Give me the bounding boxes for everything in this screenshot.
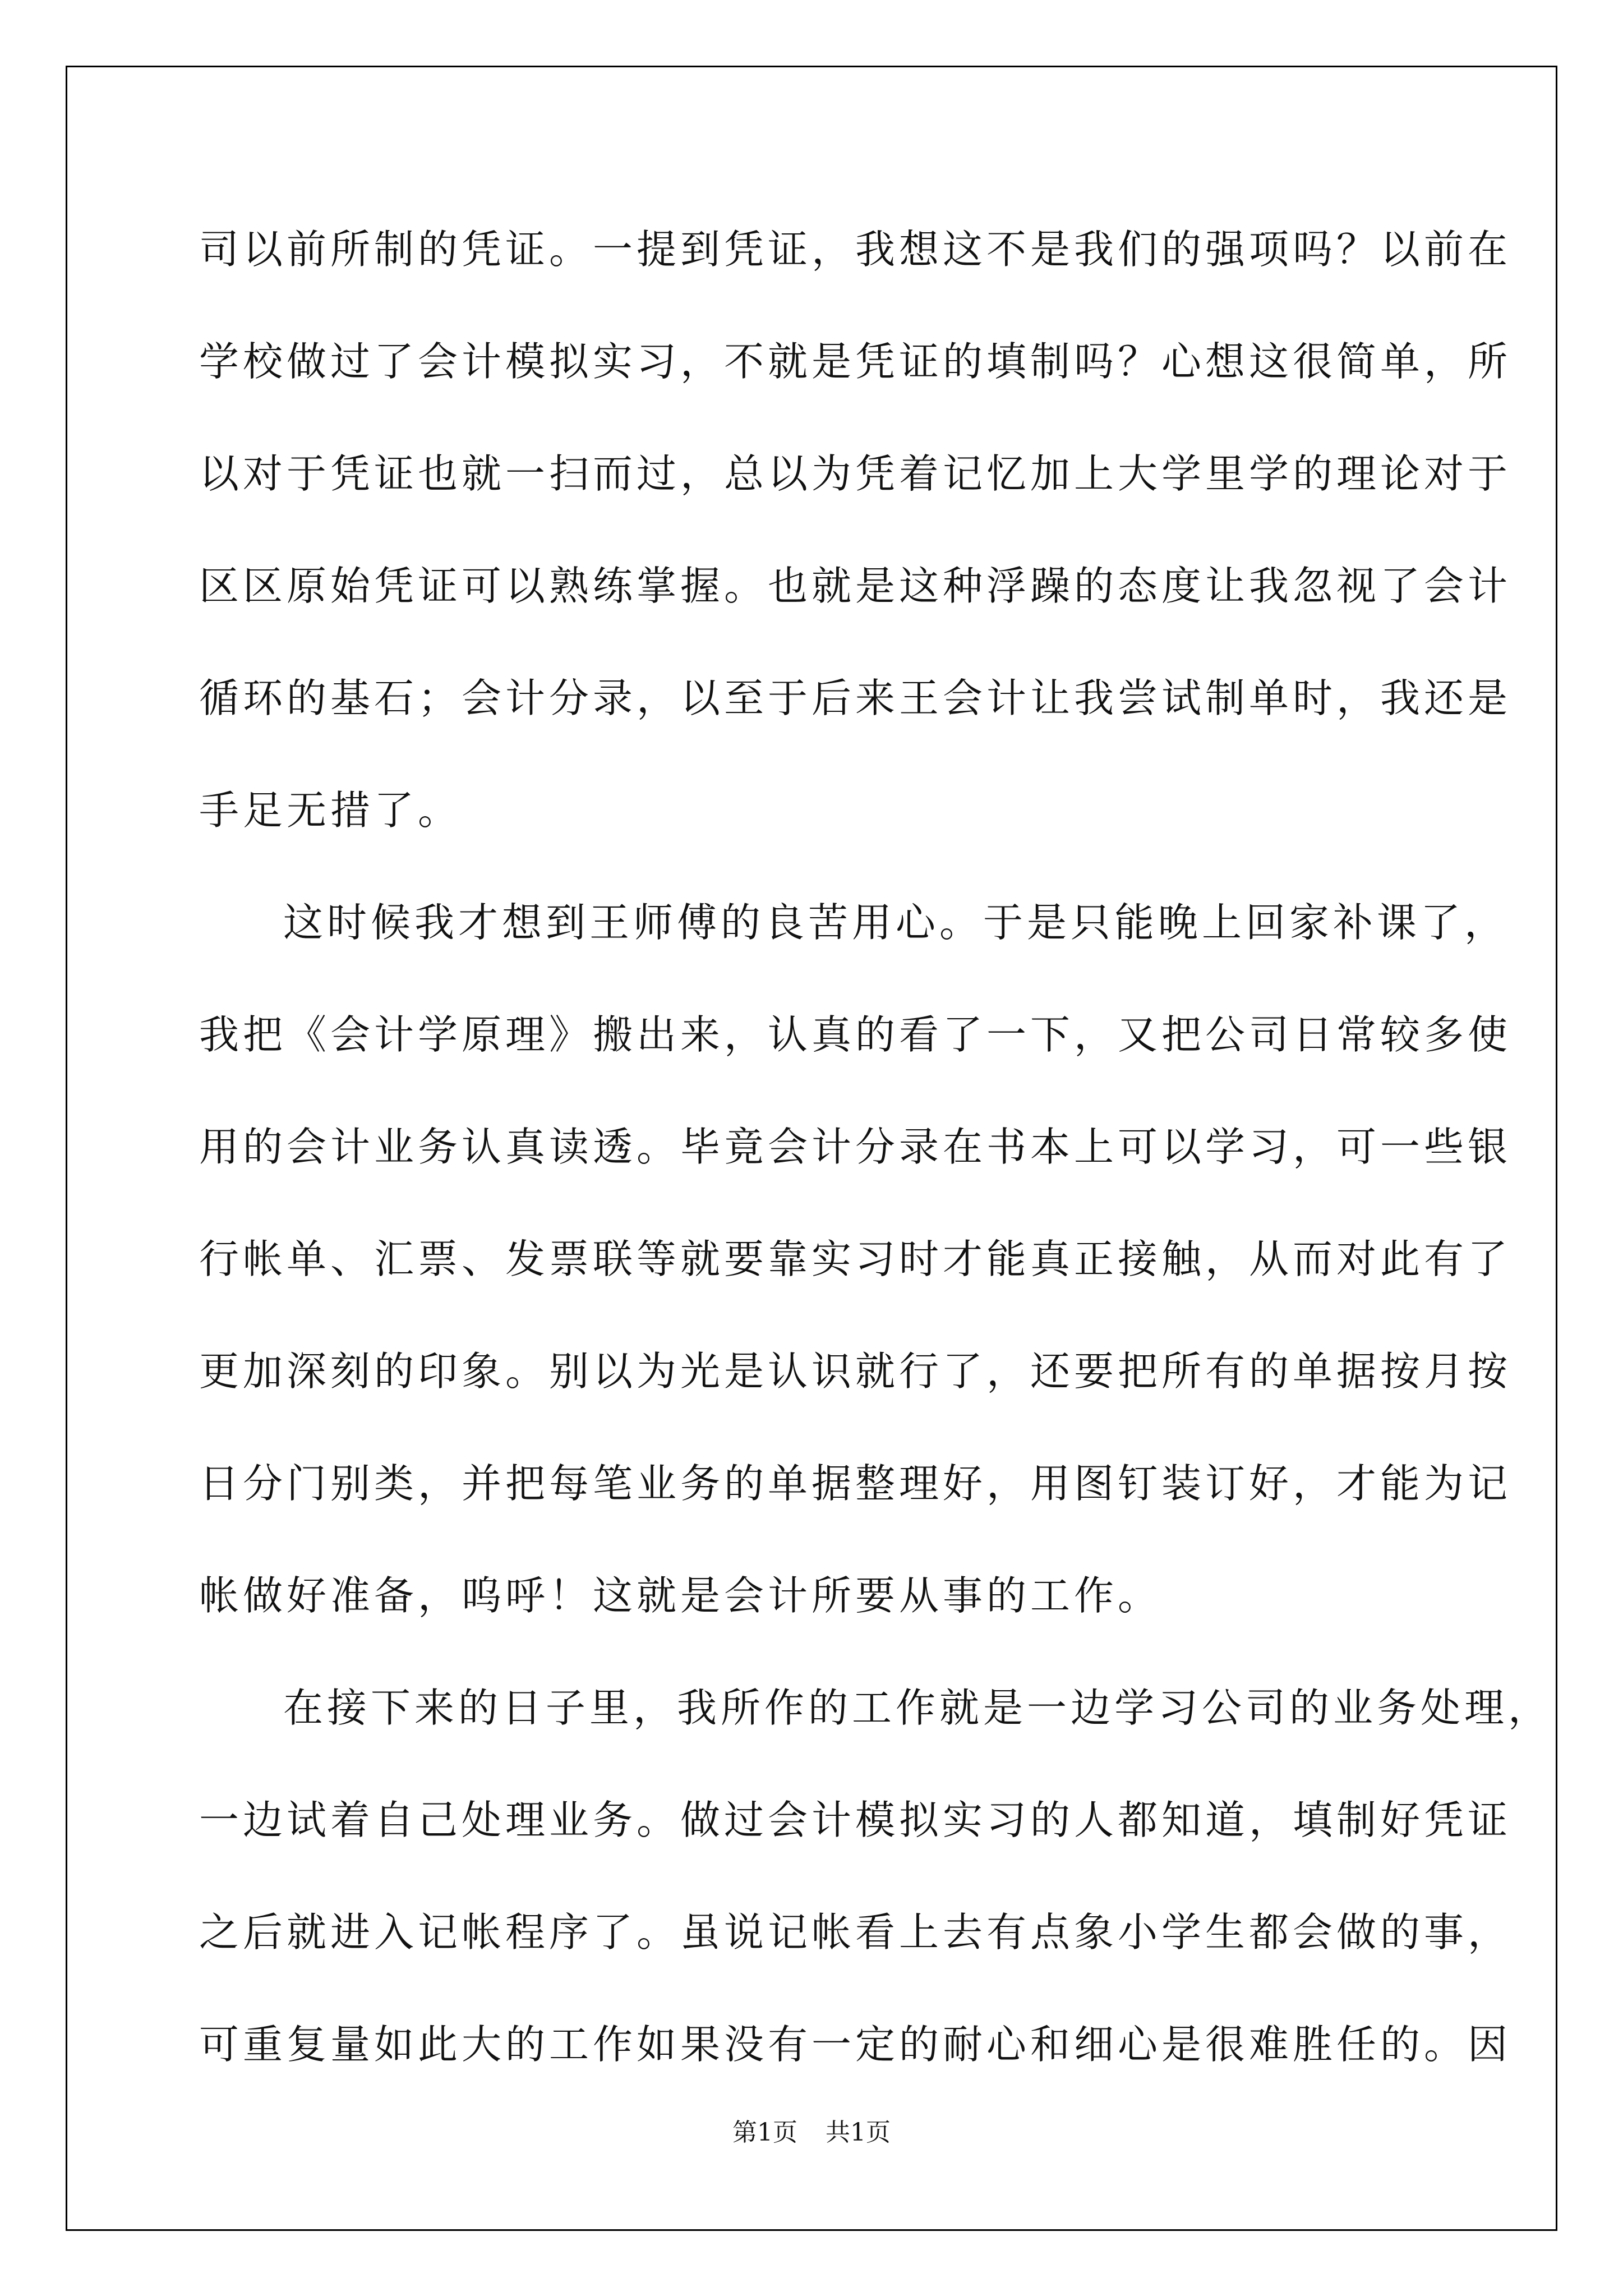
text-line: 手足无措了。 xyxy=(199,787,462,834)
text-line: 帐做好准备，呜呼！这就是会计所要从事的工作。 xyxy=(199,1572,1162,1619)
text-line: 我把《会计学原理》搬出来，认真的看了一下，又把公司日常较多使 xyxy=(199,1011,1512,1058)
page-number: 第1页 xyxy=(732,2118,797,2147)
paragraph-first-line: 在接下来的日子里，我所作的工作就是一边学习公司的业务处理， xyxy=(283,1685,1552,1731)
text-line: 更加深刻的印象。别以为光是认识就行了，还要把所有的单据按月按 xyxy=(199,1348,1512,1395)
text-line: 区区原始凭证可以熟练掌握。也就是这种浮躁的态度让我忽视了会计 xyxy=(199,563,1512,609)
text-line: 可重复量如此大的工作如果没有一定的耐心和细心是很难胜任的。因 xyxy=(199,2021,1512,2068)
text-line: 司以前所制的凭证。一提到凭证，我想这不是我们的强项吗？以前在 xyxy=(199,226,1512,273)
paragraph-first-line: 这时候我才想到王师傅的良苦用心。于是只能晚上回家补课了， xyxy=(283,899,1509,946)
text-line: 用的会计业务认真读透。毕竟会计分录在书本上可以学习，可一些银 xyxy=(199,1124,1512,1170)
text-line: 行帐单、汇票、发票联等就要靠实习时才能真正接触，从而对此有了 xyxy=(199,1236,1512,1282)
page-total: 共1页 xyxy=(826,2118,891,2147)
document-body xyxy=(199,194,1552,2101)
text-line: 以对于凭证也就一扫而过，总以为凭着记忆加上大学里学的理论对于 xyxy=(199,450,1512,497)
text-line: 一边试着自己处理业务。做过会计模拟实习的人都知道，填制好凭证 xyxy=(199,1797,1512,1843)
text-line: 学校做过了会计模拟实习，不就是凭证的填制吗？心想这很简单，所 xyxy=(199,338,1512,385)
text-line: 之后就进入记帐程序了。虽说记帐看上去有点象小学生都会做的事， xyxy=(199,1909,1512,1955)
page-footer xyxy=(0,2112,1623,2148)
text-line: 日分门别类，并把每笔业务的单据整理好，用图钉装订好，才能为记 xyxy=(199,1460,1512,1507)
text-line: 循环的基石；会计分录，以至于后来王会计让我尝试制单时，我还是 xyxy=(199,675,1512,721)
